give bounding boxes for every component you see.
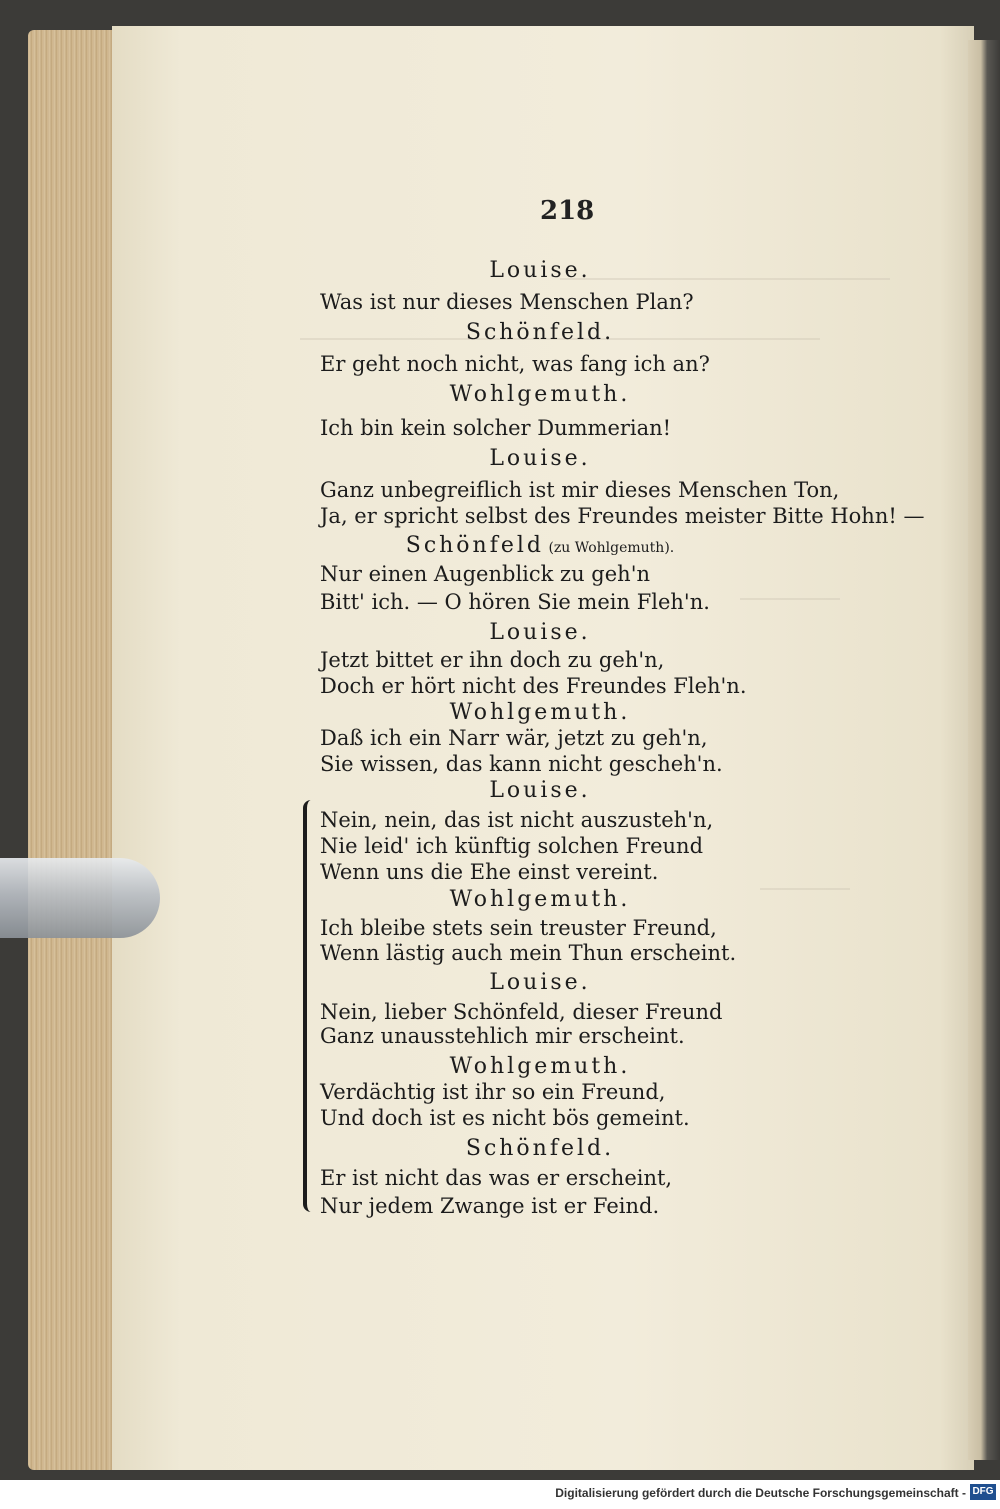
right-page-edge (968, 40, 1000, 1460)
verse-line: Ganz unbegreiflich ist mir dieses Menschen Ton, (320, 478, 840, 502)
page-number: 218 (540, 196, 595, 226)
verse-line: Doch er hört nicht des Freundes Fleh'n. (320, 674, 747, 698)
verse-line: Nein, lieber Schönfeld, dieser Freund (320, 1000, 723, 1024)
verse-line: Nein, nein, das ist nicht auszusteh'n, (320, 808, 714, 832)
verse-line: Nur jedem Zwange ist er Feind. (320, 1194, 660, 1218)
verse-line: Jetzt bittet er ihn doch zu geh'n, (320, 648, 665, 672)
speaker-name: Wohlgemuth. (449, 887, 631, 912)
speaker-name: Louise. (489, 970, 591, 995)
speaker-name: Wohlgemuth. (449, 700, 631, 725)
verse-line: Ganz unausstehlich mir erscheint. (320, 1024, 685, 1048)
verse-line: Nur einen Augenblick zu geh'n (320, 562, 650, 586)
speaker-name: Schönfeld (zu Wohlgemuth). (405, 533, 675, 558)
verse-line: Ja, er spricht selbst des Freundes meister Bitte Hohn! — (320, 504, 925, 528)
verse-line: Er ist nicht das was er erscheint, (320, 1166, 673, 1190)
verse-line: Wenn lästig auch mein Thun erscheint. (320, 941, 737, 965)
show-through-line (740, 580, 840, 600)
ensemble-bracket (303, 800, 319, 1212)
verse-line: Daß ich ein Narr wär, jetzt zu geh'n, (320, 726, 708, 750)
page-edge-stack (28, 30, 120, 1470)
speaker-name: Schönfeld. (465, 1136, 615, 1161)
verse-line: Er geht noch nicht, was fang ich an? (320, 352, 710, 376)
verse-line: Was ist nur dieses Menschen Plan? (320, 290, 694, 314)
speaker-name: Louise. (489, 620, 591, 645)
speaker-name: Louise. (489, 446, 591, 471)
verse-line: Verdächtig ist ihr so ein Freund, (320, 1080, 666, 1104)
footer-credit: Digitalisierung gefördert durch die Deutsche Forschungsgemeinschaft - (555, 1486, 966, 1500)
footer-bar (0, 1480, 1000, 1509)
speaker-name: Louise. (489, 778, 591, 803)
scanner-clamp (0, 858, 160, 938)
verse-line: Ich bleibe stets sein treuster Freund, (320, 916, 717, 940)
verse-line: Bitt' ich. — O hören Sie mein Fleh'n. (320, 590, 710, 614)
verse-line: Ich bin kein solcher Dummerian! (320, 416, 672, 440)
dfg-logo: DFG (970, 1484, 996, 1500)
verse-line: Und doch ist es nicht bös gemeint. (320, 1106, 690, 1130)
stage-direction: (zu Wohlgemuth). (544, 540, 675, 556)
speaker-name: Wohlgemuth. (449, 1054, 631, 1079)
speaker-name: Schönfeld. (465, 320, 615, 345)
verse-line: Sie wissen, das kann nicht gescheh'n. (320, 752, 723, 776)
verse-line: Wenn uns die Ehe einst vereint. (320, 860, 659, 884)
speaker-name: Wohlgemuth. (449, 382, 631, 407)
speaker-name: Louise. (489, 258, 591, 283)
verse-line: Nie leid' ich künftig solchen Freund (320, 834, 704, 858)
